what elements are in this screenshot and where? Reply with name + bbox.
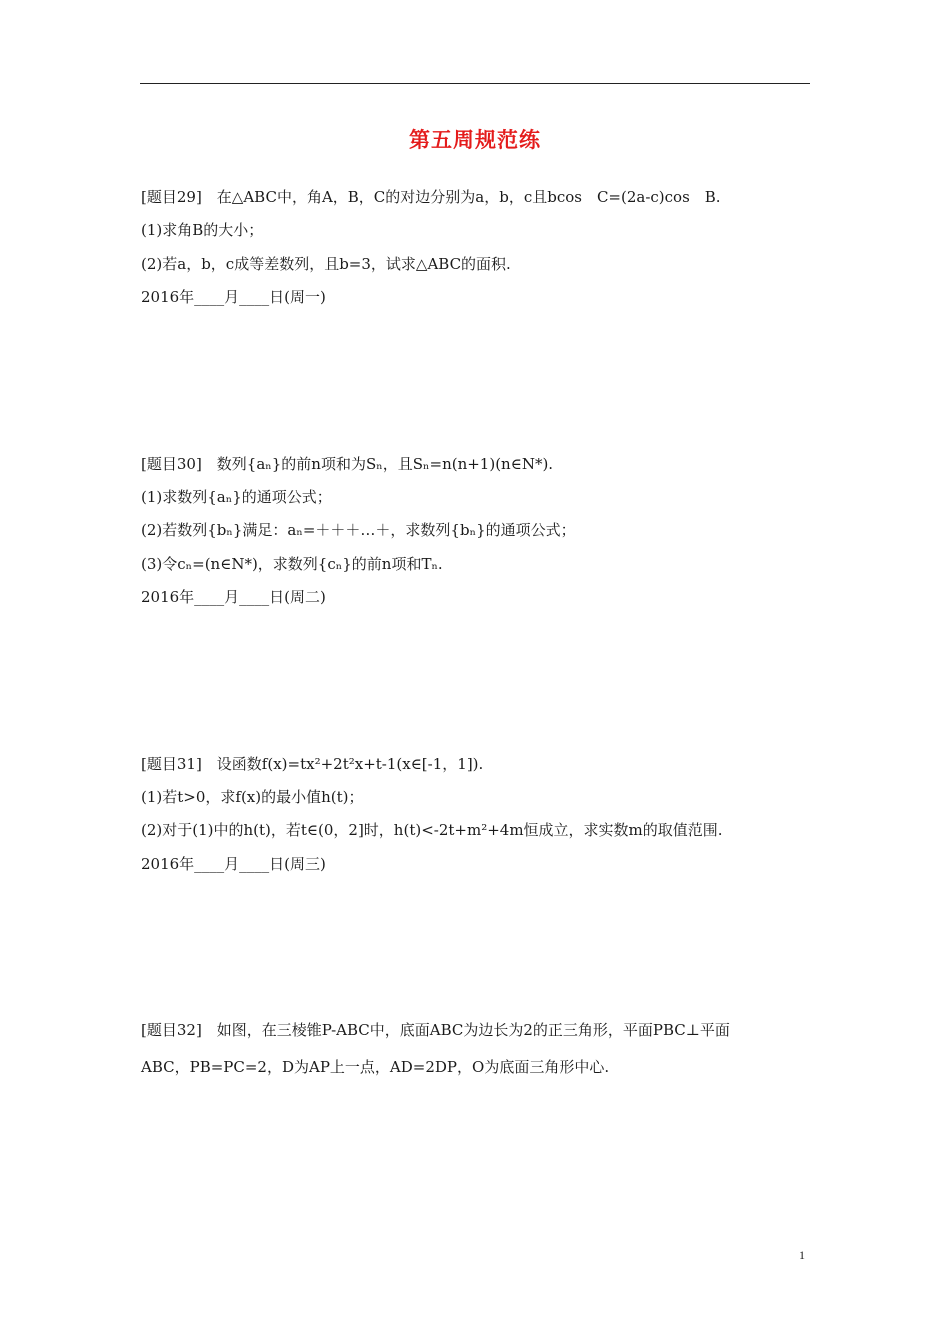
problem-30-part-1: (1)求数列{aₙ}的通项公式； (141, 488, 332, 506)
problem-32-statement: [题目32] 如图，在三棱锥P-ABC中，底面ABC为边长为2的正三角形，平面PBC⊥平面 (141, 1021, 730, 1039)
problem-32-statement-cont: ABC，PB=PC=2，D为AP上一点，AD=2DP，O为底面三角形中心. (141, 1058, 610, 1076)
problem-29-part-2: (2)若a，b，c成等差数列，且b=3，试求△ABC的面积. (141, 255, 511, 273)
problem-31-statement: [题目31] 设函数f(x)=tx²+2t²x+t-1(x∈[-1，1]). (141, 755, 484, 773)
header-rule (140, 83, 810, 84)
problem-29-date: 2016年____月____日(周一) (141, 288, 326, 306)
problem-29-statement: [题目29] 在△ABC中，角A，B，C的对边分别为a，b，c且bcos C=(2a-c)cos B. (141, 188, 721, 206)
page-title: 第五周规范练 (409, 127, 541, 152)
problem-31-date: 2016年____月____日(周三) (141, 855, 326, 873)
problem-31-part-1: (1)若t>0，求f(x)的最小值h(t)； (141, 788, 364, 806)
problem-30-date: 2016年____月____日(周二) (141, 588, 326, 606)
problem-29-part-1: (1)求角B的大小； (141, 221, 264, 239)
problem-30-statement: [题目30] 数列{aₙ}的前n项和为Sₙ，且Sₙ=n(n+1)(n∈N*). (141, 455, 554, 473)
problem-31-part-2: (2)对于(1)中的h(t)，若t∈(0，2]时，h(t)<-2t+m²+4m恒成立，求实数m的取值范围. (141, 821, 723, 839)
problem-30-part-2: (2)若数列{bₙ}满足：aₙ=＋＋＋…＋，求数列{bₙ}的通项公式； (141, 521, 576, 539)
page-number: 1 (799, 1248, 805, 1262)
problem-30-part-3: (3)令cₙ=(n∈N*)，求数列{cₙ}的前n项和Tₙ. (141, 555, 443, 573)
